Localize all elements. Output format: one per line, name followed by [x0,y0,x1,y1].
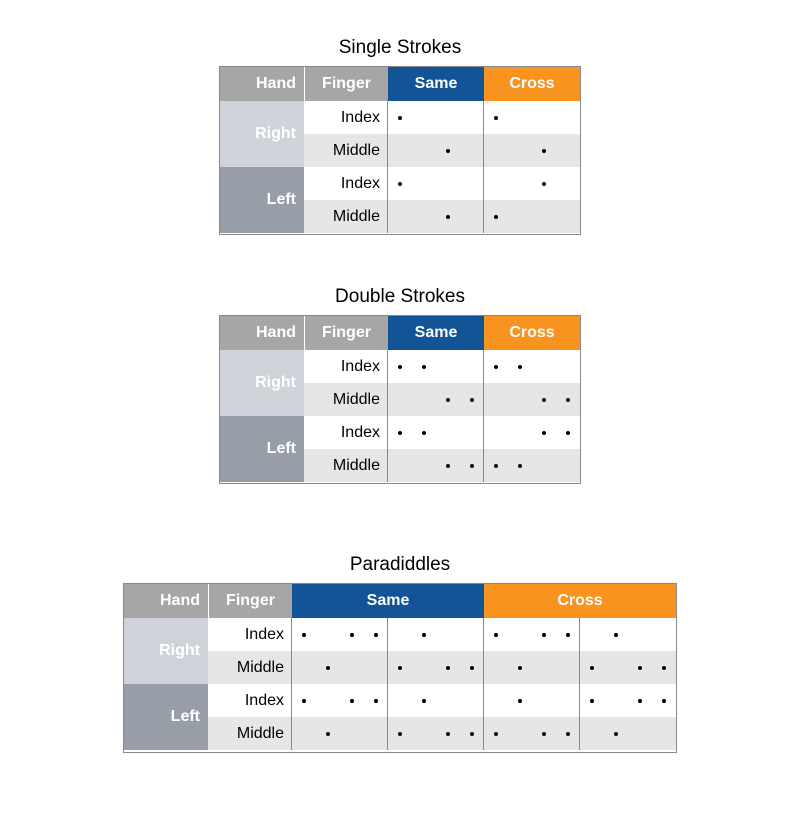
stroke-dot-same [470,464,474,468]
stroke-dot-cross [542,633,546,637]
same-header: Same [388,67,484,101]
stroke-dot-same [398,182,402,186]
stroke-dot-cross [542,732,546,736]
stroke-dot-same [422,365,426,369]
same-header: Same [388,316,484,350]
finger-left-middle-label: Middle [304,449,388,482]
finger-right-index-label: Index [304,101,388,134]
stroke-dot-same [470,666,474,670]
hand-right-label: Right [220,101,304,167]
finger-left-index-label: Index [208,684,292,717]
stroke-dot-same [374,699,378,703]
stroke-dot-cross [494,732,498,736]
table-row [388,416,580,449]
stroke-dot-same [326,666,330,670]
finger-left-middle-label: Middle [208,717,292,750]
stroke-dot-cross [494,633,498,637]
stroke-dot-cross [518,666,522,670]
stroke-dot-cross [518,365,522,369]
stroke-dot-same [350,633,354,637]
table-row [388,167,580,200]
stroke-dot-same [302,633,306,637]
hand-left-label: Left [220,167,304,233]
cross-header: Cross [484,584,676,618]
table-row [388,101,580,134]
finger-left-index-label: Index [304,416,388,449]
finger-header: Finger [208,584,292,618]
finger-left-middle-label: Middle [304,200,388,233]
double-strokes-title: Double Strokes [335,286,465,307]
stroke-dot-cross [542,149,546,153]
stroke-dot-same [398,666,402,670]
column-divider [483,350,484,482]
stroke-dot-cross [542,398,546,402]
finger-right-index-label: Index [304,350,388,383]
paradiddles-table [123,583,677,753]
column-divider [483,618,484,750]
hand-header: Hand [124,584,208,618]
table-row [292,717,676,750]
column-divider [387,101,388,233]
stroke-dot-cross [566,633,570,637]
hand-header: Hand [220,316,304,350]
table-row [388,134,580,167]
stroke-dot-cross [614,732,618,736]
stroke-dot-same [398,732,402,736]
stroke-dot-same [374,633,378,637]
stroke-dot-same [398,365,402,369]
stroke-dot-same [422,633,426,637]
finger-header: Finger [304,316,388,350]
stroke-dot-cross [518,464,522,468]
single-strokes-table [219,66,581,235]
stroke-dot-same [446,149,450,153]
stroke-dot-cross [590,666,594,670]
stroke-dot-same [446,732,450,736]
stroke-dot-cross [542,182,546,186]
stroke-dot-cross [566,398,570,402]
stroke-dot-same [350,699,354,703]
stroke-dot-cross [662,699,666,703]
stroke-dot-same [398,116,402,120]
column-divider [387,350,388,482]
stroke-dot-cross [590,699,594,703]
finger-right-middle-label: Middle [208,651,292,684]
stroke-dot-same [422,431,426,435]
stroke-dot-cross [494,365,498,369]
column-divider [579,618,580,750]
double-strokes-table [219,315,581,484]
stroke-dot-same [470,398,474,402]
stroke-dot-same [446,666,450,670]
stroke-dot-same [422,699,426,703]
stroke-dot-same [446,464,450,468]
stroke-dot-cross [638,699,642,703]
stroke-dot-same [446,398,450,402]
table-row [388,383,580,416]
column-divider [483,101,484,233]
stroke-dot-cross [662,666,666,670]
finger-right-middle-label: Middle [304,383,388,416]
cross-header: Cross [484,67,580,101]
stroke-dot-cross [494,464,498,468]
table-row [388,449,580,482]
stroke-dot-same [326,732,330,736]
hand-header: Hand [220,67,304,101]
stroke-dot-same [302,699,306,703]
table-row [388,200,580,233]
hand-right-label: Right [220,350,304,416]
stroke-dot-same [398,431,402,435]
stroke-dot-cross [614,633,618,637]
hand-right-label: Right [124,618,208,684]
table-row [292,651,676,684]
hand-left-label: Left [124,684,208,750]
finger-right-index-label: Index [208,618,292,651]
table-row [388,350,580,383]
same-header: Same [292,584,484,618]
stroke-dot-cross [566,732,570,736]
stroke-dot-same [470,732,474,736]
stroke-dot-cross [494,215,498,219]
stroke-dot-cross [638,666,642,670]
paradiddles-title: Paradiddles [349,554,451,575]
finger-left-index-label: Index [304,167,388,200]
single-strokes-title: Single Strokes [338,37,462,58]
column-divider [387,618,388,750]
finger-header: Finger [304,67,388,101]
finger-right-middle-label: Middle [304,134,388,167]
stroke-dot-cross [566,431,570,435]
hand-left-label: Left [220,416,304,482]
stroke-dot-cross [494,116,498,120]
column-divider [291,618,292,750]
stroke-dot-cross [542,431,546,435]
cross-header: Cross [484,316,580,350]
stroke-dot-cross [518,699,522,703]
stroke-dot-same [446,215,450,219]
